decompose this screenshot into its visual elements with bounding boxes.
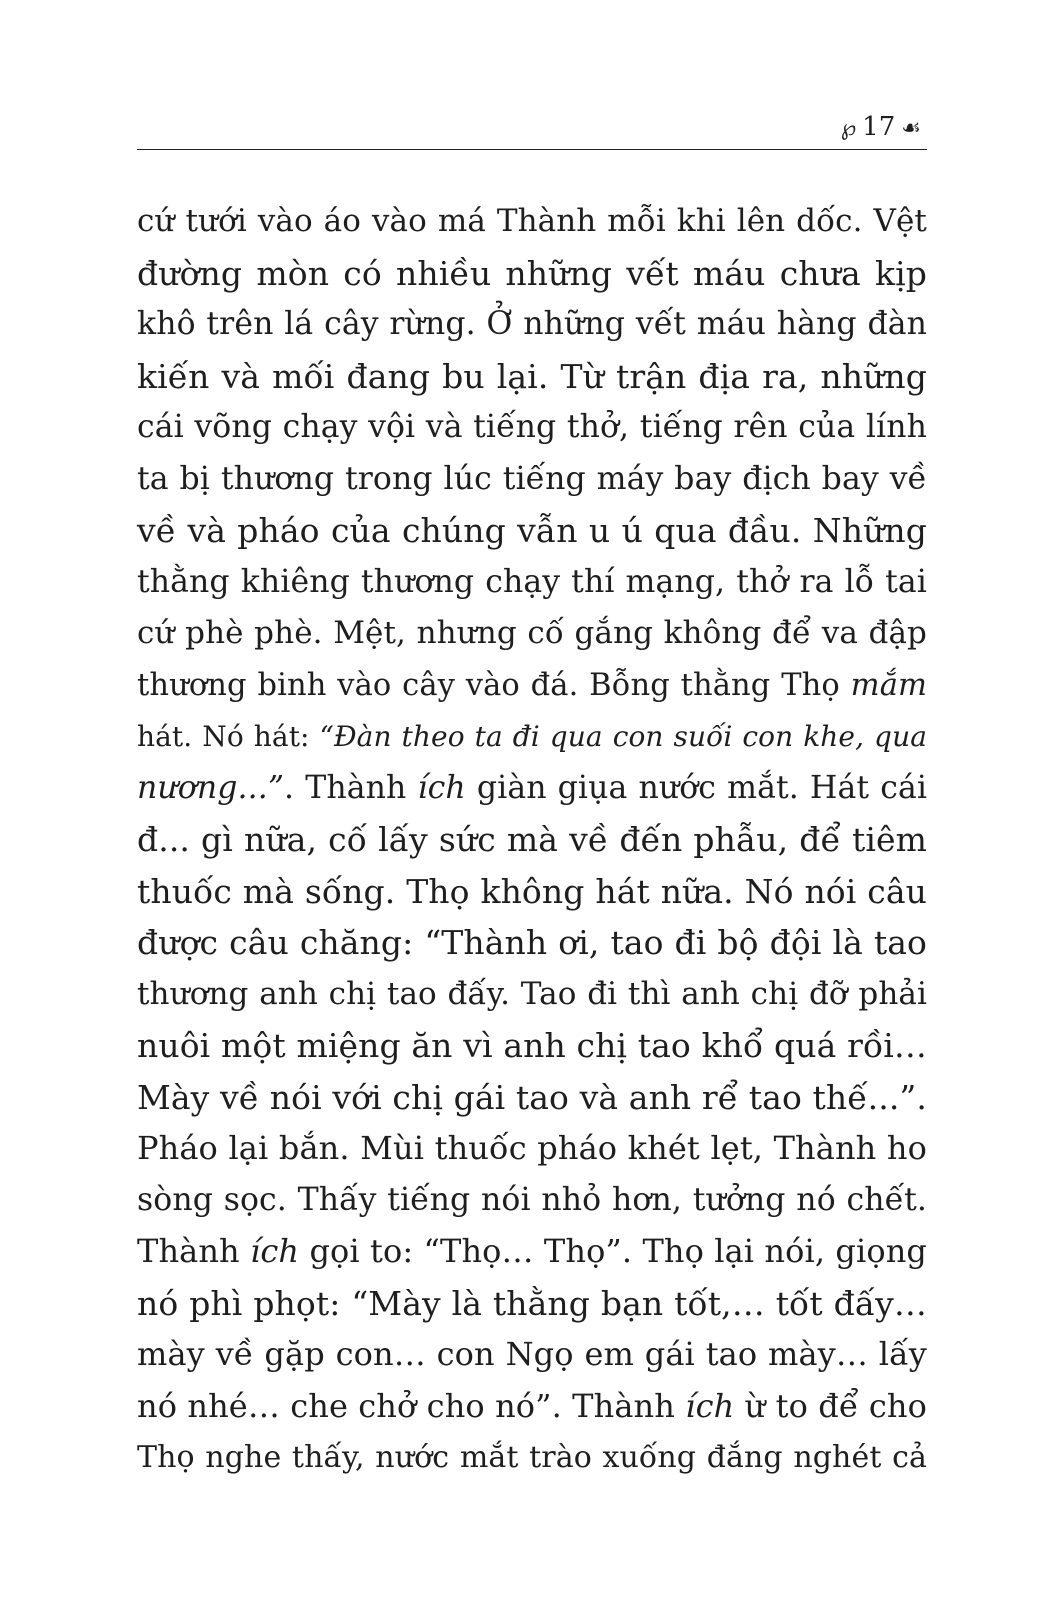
text-segment: thương anh chị tao đấy. Tao đi thì anh chị đỡ phải [137,975,927,1012]
text-line [137,299,927,351]
text-line [137,1123,927,1175]
italic-text-segment: ích [250,1232,300,1270]
text-segment: đ... gì nữa, cố lấy sức mà về đến phẫu, để tiêm [137,820,927,859]
text-segment: khô trên lá cây rừng. Ở những vết máu hàng đàn [137,306,927,342]
text-segment: mày về gặp con… con Ngọ em gái tao mày… lấy [137,1335,927,1373]
text-line [137,1278,927,1330]
text-segment: nuôi một miệng ăn vì anh chị tao khổ quá rồi… [137,1026,927,1065]
italic-text-segment: ích [685,1386,735,1425]
text-segment: cái võng chạy vội và tiếng thở, tiếng rên của lính [137,409,927,445]
italic-text-segment: “Đàn theo ta đi qua con suối con khe, qua [319,720,927,753]
text-segment: cứ phè phè. Mệt, nhưng cố gắng không để va đập [137,615,927,651]
text-line [137,1072,927,1124]
text-segment: giàn giụa nước mắt. Hát cái [465,769,927,806]
text-line [137,1175,927,1227]
text-segment: thằng khiêng thương chạy thí mạng, thở ra lỗ tai [137,563,927,600]
text-line [137,248,927,300]
text-line [137,196,927,248]
text-segment: sòng sọc. Thấy tiếng nói nhỏ hơn, tưởng nó chết. [137,1181,927,1218]
text-segment: Thành [137,1232,251,1270]
text-line [137,1226,927,1278]
text-segment: đường mòn có nhiều những vết máu chưa kịp [137,253,927,293]
text-segment: nó phì phọt: “Mày là thằng bạn tốt,… tốt đấy… [137,1283,927,1323]
ornament-left-icon: ℘ [840,116,857,141]
body-text [137,196,927,1484]
page-number-block [835,112,927,144]
text-segment: nó nhé… che chở cho nó”. Thành [137,1386,686,1425]
text-segment: thương binh vào cây vào đá. Bỗng thằng Thọ [137,667,851,703]
text-line [137,505,927,557]
text-line [137,711,927,763]
text-segment: được câu chăng: “Thành ơi, tao đi bộ đội là tao [137,923,927,962]
italic-text-segment: mắm [850,667,927,703]
text-segment: cứ tưới vào áo vào má Thành mỗi khi lên dốc. Vệt [137,203,927,239]
text-line [137,402,927,454]
text-segment: kiến và mối đang bu lại. Từ trận địa ra, những [137,356,927,396]
text-line [137,351,927,403]
italic-text-segment: nương...” [137,769,285,806]
text-segment: ừ to để cho [734,1386,927,1425]
text-segment: ta bị thương trong lúc tiếng máy bay địch bay về [137,460,927,497]
text-line [137,1329,927,1381]
text-line [137,608,927,660]
text-line [137,1381,927,1433]
text-line [137,454,927,506]
text-line [137,1432,927,1484]
text-line [137,557,927,609]
text-segment: . Thành [284,769,418,806]
text-line [137,866,927,918]
header-rule [137,149,927,150]
text-line [137,814,927,866]
text-line [137,969,927,1021]
page-number: 17 [862,112,896,142]
text-segment: gọi to: “Thọ… Thọ”. Thọ lại nói, giọng [299,1232,927,1270]
text-segment: Pháo lại bắn. Mùi thuốc pháo khét lẹt, Thành ho [137,1129,927,1167]
text-line [137,1020,927,1072]
text-segment: về và pháo của chúng vẫn u ú qua đầu. Những [137,511,927,550]
text-segment: thuốc mà sống. Thọ không hát nữa. Nó nói câu [137,871,927,911]
page-header [137,112,927,152]
text-segment: Thọ nghe thấy, nước mắt trào xuống đắng nghét cả [137,1440,927,1475]
text-line [137,917,927,969]
text-line [137,763,927,815]
text-segment: hát. Nó hát: [137,720,320,753]
italic-text-segment: ích [417,769,466,806]
ornament-right-icon: ☙ [901,116,921,141]
text-segment: Mày về nói với chị gái tao và anh rể tao thế...”. [137,1077,927,1117]
text-line [137,660,927,712]
